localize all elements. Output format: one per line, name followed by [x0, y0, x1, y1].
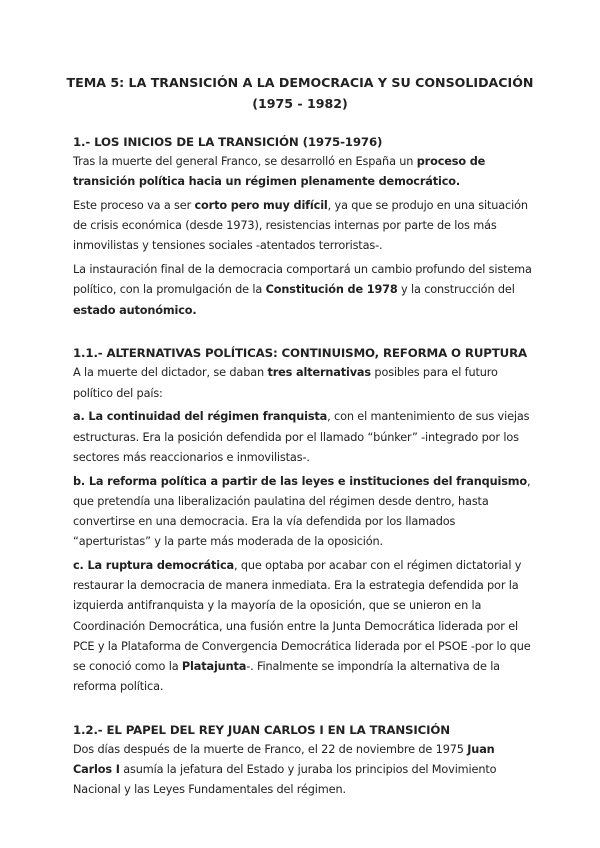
section-1-paragraph-2: Este proceso va a ser corto pero muy difícil, ya que se produjo en una situación de crisis económica (desde 1973), resistencias internas por parte de los más inmovilistas y tensiones sociales -atentados terroristas-.	[73, 199, 528, 253]
section-1-1-intro: A la muerte del dictador, se daban tres alternativas posibles para el futuro político del país:	[73, 366, 498, 400]
document-title	[60, 72, 540, 114]
section-gap	[73, 324, 533, 343]
title-line-1: TEMA 5: LA TRANSICIÓN A LA DEMOCRACIA Y SU CONSOLIDACIÓN	[66, 75, 534, 90]
section-1-paragraph-1: Tras la muerte del general Franco, se desarrolló en España un proceso de transición política hacia un régimen plenamente democrático.	[73, 155, 486, 189]
title-line-2: (1975 - 1982)	[252, 96, 348, 111]
section-1-2-heading: 1.2.- EL PAPEL DEL REY JUAN CARLOS I EN LA TRANSICIÓN	[73, 723, 450, 738]
section-1-heading: 1.- LOS INICIOS DE LA TRANSICIÓN (1975-1976)	[73, 135, 383, 149]
section-1-paragraph-3: La instauración final de la democracia comportará un cambio profundo del sistema político, con la promulgación de la Constitución de 1978 y la construcción del estado autonómico.	[73, 263, 532, 317]
section-1-2-paragraph-1: Dos días después de la muerte de Franco, el 22 de noviembre de 1975 Juan Carlos I asumía la jefatura del Estado y juraba los principios del Movimiento Nacional y las Leyes Fundamentales del régimen.	[73, 743, 497, 797]
document-body	[73, 132, 533, 804]
section-1-1-heading: 1.1.- ALTERNATIVAS POLÍTICAS: CONTINUISMO, REFORMA O RUPTURA	[73, 346, 527, 361]
alternative-c: c. La ruptura democrática, que optaba por acabar con el régimen dictatorial y restaurar la democracia de manera inmediata. Era la estrategia defendida por la izquierda antifranquista y la mayoría de la oposición, que se unieron en la Coordinación Democrática, una fusión entre la Junta Democrática liderada por el PCE y la Plataforma de Convergencia Democrática liderada por el PSOE -por lo que se conoció como la Platajunta-. Finalmente se impondría la alternativa de la reforma política.	[73, 559, 531, 694]
alternative-b: b. La reforma política a partir de las leyes e instituciones del franquismo, que pretendía una liberalización paulatina del régimen desde dentro, hasta convertirse en una democracia. Era la vía defendida por los llamados “aperturistas” y la parte más moderada de la oposición.	[73, 474, 531, 549]
alternative-a: a. La continuidad del régimen franquista, con el mantenimiento de sus viejas estructuras. Era la posición defendida por el llamado “búnker” -integrado por los sectores más reaccionarios e inmovilistas-.	[73, 410, 530, 464]
section-gap	[73, 701, 533, 720]
